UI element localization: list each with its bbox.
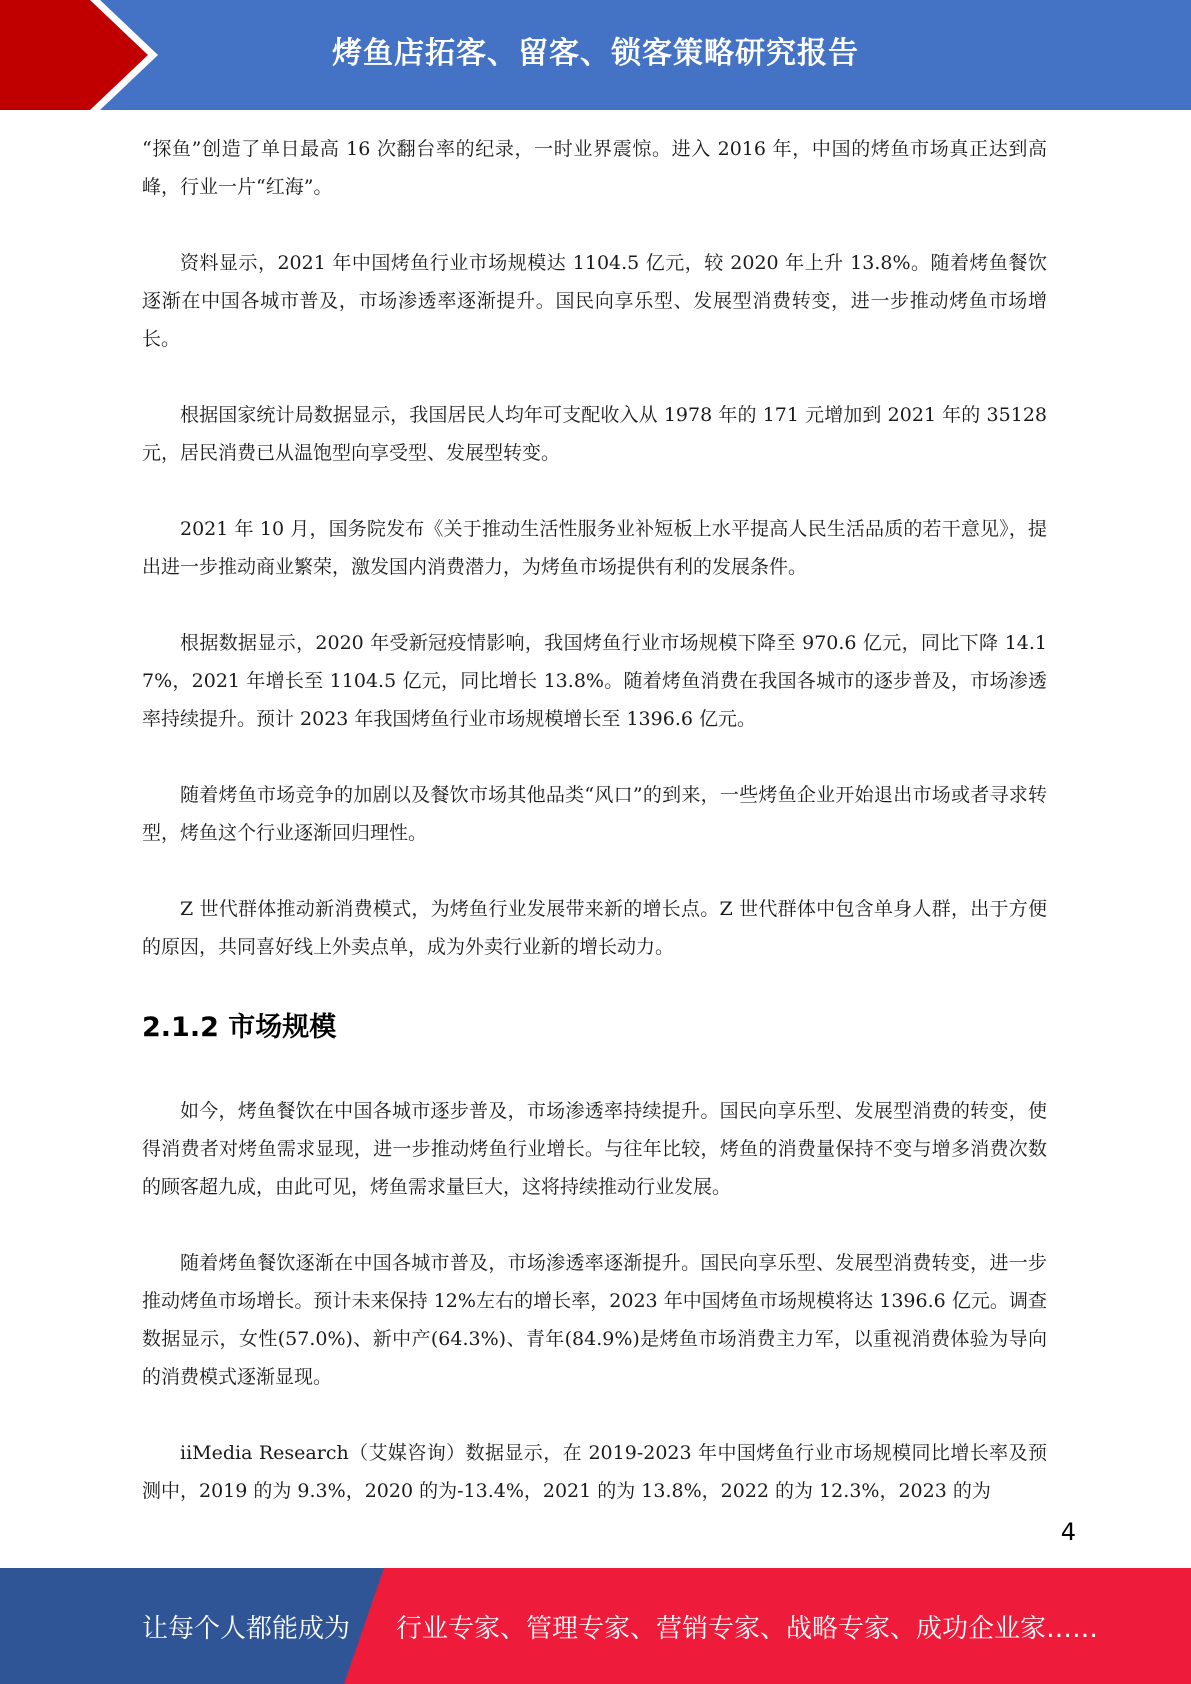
paragraph: iiMedia Research（艾媒咨询）数据显示，在 2019-2023 年中国烤鱼行业市场规模同比增长率及预测中，2019 的为 9.3%，2020 的为-13.4%，2021 的为 13.8%，2022 的为 12.3%，2023 的为 xyxy=(142,1442,1047,1502)
paragraph: 根据国家统计局数据显示，我国居民人均年可支配收入从 1978 年的 171 元增加到 2021 年的 35128 元，居民消费已从温饱型向享受型、发展型转变。 xyxy=(142,404,1047,464)
footer-slogan-left: 让每个人都能成为 xyxy=(142,1613,351,1644)
page-footer xyxy=(0,1568,1191,1684)
paragraph: “探鱼”创造了单日最高 16 次翻台率的纪录，一时业界震惊。进入 2016 年，中国的烤鱼市场真正达到高峰，行业一片“红海”。 xyxy=(142,138,1047,198)
paragraph: 资料显示，2021 年中国烤鱼行业市场规模达 1104.5 亿元，较 2020 年上升 13.8%。随着烤鱼餐饮逐渐在中国各城市普及，市场渗透率逐渐提升。国民向享乐型、发展型消费转变，进一步推动烤鱼市场增长。 xyxy=(142,252,1047,350)
paragraph: 根据数据显示，2020 年受新冠疫情影响，我国烤鱼行业市场规模下降至 970.6 亿元，同比下降 14.17%，2021 年增长至 1104.5 亿元，同比增长 13.8%。随着烤鱼消费在我国各城市的逐步普及，市场渗透率持续提升。预计 2023 年我国烤鱼行业市场规模增长至 1396.6 亿元。 xyxy=(142,632,1047,730)
footer-slogan-right: 行业专家、管理专家、营销专家、战略专家、成功企业家…… xyxy=(396,1613,1099,1644)
section-heading: 2.1.2 市场规模 xyxy=(142,1012,337,1043)
paragraph: 随着烤鱼市场竞争的加剧以及餐饮市场其他品类“风口”的到来，一些烤鱼企业开始退出市场或者寻求转型，烤鱼这个行业逐渐回归理性。 xyxy=(142,784,1047,844)
paragraph: Z 世代群体推动新消费模式，为烤鱼行业发展带来新的增长点。Z 世代群体中包含单身人群，出于方便的原因，共同喜好线上外卖点单，成为外卖行业新的增长动力。 xyxy=(142,898,1047,958)
paragraph: 2021 年 10 月，国务院发布《关于推动生活性服务业补短板上水平提高人民生活品质的若干意见》，提出进一步推动商业繁荣，激发国内消费潜力，为烤鱼市场提供有利的发展条件。 xyxy=(142,518,1047,578)
paragraph: 随着烤鱼餐饮逐渐在中国各城市普及，市场渗透率逐渐提升。国民向享乐型、发展型消费转变，进一步推动烤鱼市场增长。预计未来保持 12%左右的增长率，2023 年中国烤鱼市场规模将达 1396.6 亿元。调查数据显示，女性(57.0%)、新中产(64.3%)、青年(84.9%)是烤鱼市场消费主力军，以重视消费体验为导向的消费模式逐渐显现。 xyxy=(142,1252,1047,1388)
report-title: 烤鱼店拓客、留客、锁客策略研究报告 xyxy=(332,36,859,71)
paragraph: 如今，烤鱼餐饮在中国各城市逐步普及，市场渗透率持续提升。国民向享乐型、发展型消费的转变，使得消费者对烤鱼需求显现，进一步推动烤鱼行业增长。与往年比较，烤鱼的消费量保持不变与增多消费次数的顾客超九成，由此可见，烤鱼需求量巨大，这将持续推动行业发展。 xyxy=(142,1100,1047,1198)
page-header xyxy=(0,0,1191,110)
page-number: 4 xyxy=(1060,1518,1076,1546)
page-body xyxy=(142,130,1047,1510)
